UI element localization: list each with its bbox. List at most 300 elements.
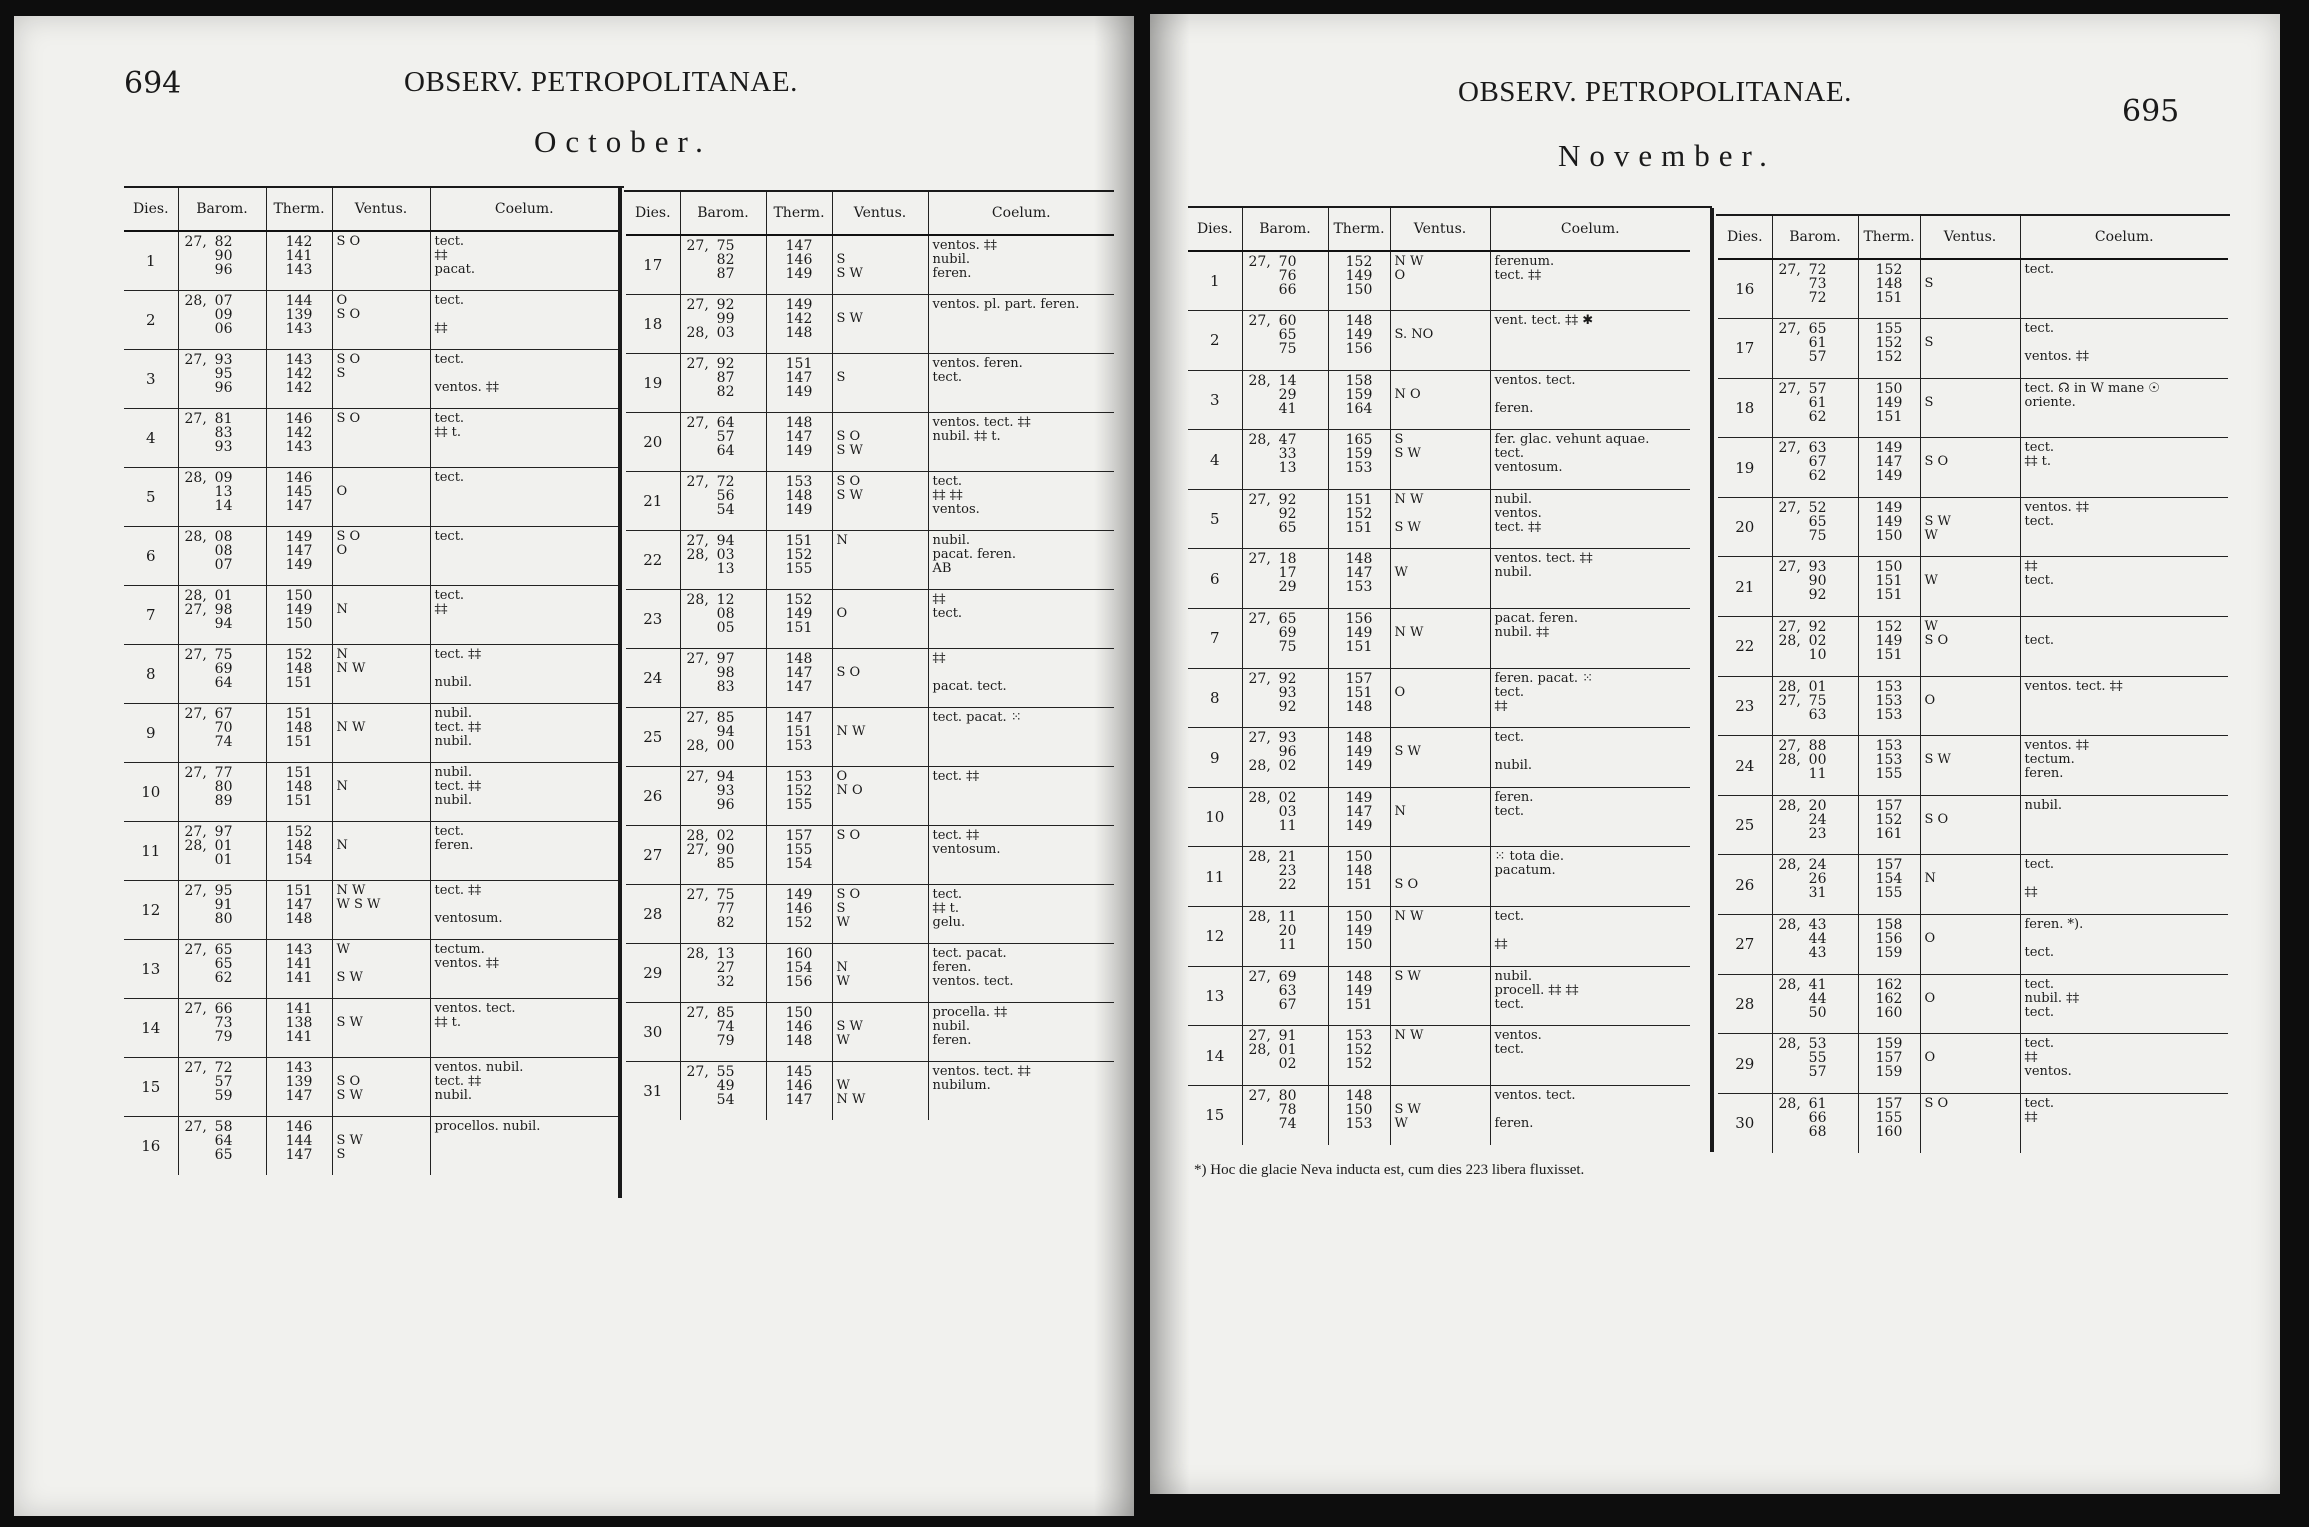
- wind-cell: [832, 1061, 928, 1120]
- wind-cell: [332, 821, 430, 880]
- thermometer-cell: [1328, 787, 1390, 847]
- barometer-lines: 56: [716, 487, 735, 504]
- barometer-reading: [185, 412, 264, 426]
- wind-reading: O: [336, 292, 348, 308]
- barometer-lines: 93: [1808, 559, 1827, 576]
- barometer-inches: 27,: [1778, 499, 1801, 516]
- barometer-lines: 70: [1278, 254, 1297, 270]
- day-cell: 2: [124, 290, 178, 349]
- sky-reading: ventos. feren.: [932, 355, 1023, 371]
- thermometer-reading: 155: [1875, 766, 1903, 783]
- barometer-reading: [1249, 461, 1326, 475]
- barometer-reading: [1779, 469, 1856, 483]
- table-row: [1188, 728, 1690, 788]
- barometer-inches: 28,: [1778, 1036, 1801, 1053]
- thermometer-reading: 149: [785, 605, 813, 622]
- thermometer-reading: 153: [785, 768, 813, 785]
- sky-reading: ventos. tect.: [1494, 372, 1576, 388]
- barometer-reading: [1249, 1089, 1326, 1103]
- thermometer-reading: 147: [785, 678, 813, 695]
- day-cell: 6: [1188, 549, 1242, 609]
- thermometer-reading: 141: [285, 955, 313, 972]
- barometer-lines: 32: [716, 973, 735, 990]
- barometer-cell: [1772, 676, 1858, 736]
- day-cell: 15: [124, 1057, 178, 1116]
- barometer-reading: [1249, 402, 1326, 416]
- barometer-reading: [1779, 992, 1856, 1006]
- thermometer-reading: 157: [1875, 857, 1903, 874]
- sky-reading: nubil.: [434, 705, 473, 721]
- sky-cell: [430, 349, 618, 408]
- sky-reading: tect.: [1494, 803, 1525, 819]
- barometer-lines: 75: [716, 238, 735, 254]
- thermometer-cell: [1858, 736, 1920, 796]
- table-body: [1188, 251, 1690, 1145]
- sky-reading: ‡‡ t.: [2024, 454, 2051, 470]
- wind-cell: [1920, 795, 2020, 855]
- barometer-lines: 85: [716, 855, 735, 872]
- sky-reading: [933, 857, 1113, 871]
- sky-reading: ‡‡ ‡‡: [932, 487, 963, 503]
- thermometer-reading: 149: [785, 296, 813, 313]
- table-row: [1188, 966, 1690, 1026]
- barometer-lines: 64: [214, 1132, 233, 1149]
- barometer-lines: 11: [1278, 817, 1297, 834]
- day-cell: 27: [1718, 915, 1772, 975]
- table-row: [626, 589, 1114, 648]
- barometer-reading: [1779, 858, 1856, 872]
- barometer-reading: [1779, 350, 1856, 364]
- barometer-cell: [178, 939, 266, 998]
- barometer-reading: [687, 652, 764, 666]
- barometer-lines: 93: [1278, 684, 1297, 701]
- thermometer-reading: 160: [1875, 1123, 1903, 1140]
- barometer-reading: [1779, 574, 1856, 588]
- wind-reading: [1395, 731, 1488, 745]
- wind-reading: [1395, 552, 1488, 566]
- barometer-reading: [1779, 767, 1856, 781]
- barometer-reading: [1249, 269, 1326, 283]
- sky-reading: [2025, 469, 2227, 483]
- wind-cell: [1390, 489, 1490, 549]
- wind-reading: [337, 707, 428, 721]
- thermometer-reading: 148: [785, 414, 813, 431]
- sky-cell: [2020, 855, 2228, 915]
- sky-reading: [1495, 924, 1689, 938]
- sky-reading: feren.: [932, 1032, 972, 1048]
- table-row: [626, 707, 1114, 766]
- barometer-inches: 27,: [1248, 254, 1271, 270]
- thermometer-cell: [266, 231, 332, 290]
- barometer-lines: 90: [214, 248, 233, 264]
- barometer-cell: [178, 408, 266, 467]
- thermometer-reading: 153: [1875, 692, 1903, 709]
- table-row: [1718, 557, 2228, 617]
- barometer-inches: 28,: [184, 292, 207, 309]
- barometer-lines: 57: [1808, 1064, 1827, 1081]
- wind-reading: [337, 1002, 428, 1016]
- wind-reading: [837, 385, 926, 399]
- barometer-reading: [1249, 255, 1326, 269]
- thermometer-cell: [1328, 1085, 1390, 1145]
- wind-cell: [332, 939, 430, 998]
- barometer-cell: [178, 526, 266, 585]
- barometer-reading: [687, 253, 764, 267]
- wind-reading: [1395, 461, 1488, 475]
- barometer-cell: [680, 943, 766, 1002]
- barometer-cell: [680, 648, 766, 707]
- sky-reading: ventosum.: [1494, 460, 1563, 476]
- wind-reading: N: [836, 959, 848, 975]
- sky-reading: ⁙ tota die.: [1494, 849, 1564, 865]
- wind-reading: W: [836, 1032, 850, 1048]
- barometer-lines: 03: [716, 324, 735, 341]
- wind-cell: [832, 530, 928, 589]
- wind-reading: S W: [1394, 1101, 1421, 1117]
- barometer-inches: 28,: [1778, 797, 1801, 814]
- wind-cell: [1390, 907, 1490, 967]
- sky-reading: tect. ‡‡: [932, 827, 980, 843]
- thermometer-cell: [266, 703, 332, 762]
- barometer-lines: 72: [1808, 290, 1827, 306]
- thermometer-reading: 147: [285, 497, 313, 514]
- thermometer-reading: 149: [285, 556, 313, 573]
- barometer-lines: 55: [1808, 1050, 1827, 1067]
- barometer-lines: 29: [1278, 386, 1297, 403]
- barometer-lines: 82: [716, 252, 735, 268]
- barometer-reading: [1779, 1006, 1856, 1020]
- wind-reading: [1395, 700, 1488, 714]
- barometer-reading: [1249, 910, 1326, 924]
- barometer-reading: [1779, 620, 1856, 634]
- barometer-cell: [1242, 907, 1328, 967]
- thermometer-reading: 149: [1345, 268, 1373, 284]
- sky-cell: [928, 648, 1114, 707]
- sky-cell: [1490, 966, 1690, 1026]
- barometer-lines: 00: [1808, 752, 1827, 769]
- wind-reading: [337, 499, 428, 513]
- thermometer-reading: 154: [1875, 871, 1903, 888]
- sky-reading: [435, 617, 617, 631]
- wind-reading: [1925, 708, 2018, 722]
- barometer-lines: 02: [1278, 1056, 1297, 1073]
- sky-reading: tect.: [2024, 1095, 2055, 1111]
- sky-reading: feren.: [1494, 400, 1534, 416]
- thermometer-reading: 138: [285, 1014, 313, 1031]
- wind-reading: [837, 326, 926, 340]
- thermometer-reading: 152: [785, 914, 813, 931]
- barometer-lines: 69: [1278, 968, 1297, 985]
- thermometer-reading: 151: [1345, 684, 1373, 701]
- coelum-header: Coelum.: [1560, 221, 1620, 237]
- barometer-reading: [1249, 328, 1326, 342]
- barometer-lines: 92: [1278, 491, 1297, 508]
- thermometer-cell: [1858, 438, 1920, 498]
- barometer-reading: [185, 1030, 264, 1044]
- table-row: [626, 412, 1114, 471]
- barometer-lines: 60: [1278, 313, 1297, 330]
- day-cell: 16: [1718, 259, 1772, 319]
- barometer-lines: 97: [214, 823, 233, 840]
- barometer-inches: 27,: [184, 351, 207, 368]
- thermometer-reading: 143: [285, 351, 313, 368]
- wind-reading: [337, 381, 428, 395]
- wind-reading: S O: [836, 827, 861, 843]
- wind-reading: S O: [336, 234, 361, 249]
- barometer-reading: [1249, 612, 1326, 626]
- wind-reading: [337, 1061, 428, 1075]
- sky-reading: vent. tect. ‡‡ ✱: [1494, 313, 1594, 329]
- wind-reading: W: [336, 941, 350, 957]
- wind-reading: S W: [336, 1014, 363, 1030]
- barometer-inches: 27,: [1248, 670, 1271, 687]
- sky-reading: tect.: [1494, 1042, 1525, 1058]
- sky-reading: ventos.: [1494, 1028, 1542, 1044]
- barometer-inches: 28,: [1778, 633, 1801, 650]
- sky-reading: [2025, 694, 2227, 708]
- day-cell: 14: [124, 998, 178, 1057]
- thermometer-reading: 158: [1345, 372, 1373, 389]
- wind-cell: [1390, 549, 1490, 609]
- barometer-reading: [1779, 813, 1856, 827]
- barometer-reading: [1249, 998, 1326, 1012]
- barometer-reading: [185, 1120, 264, 1134]
- barometer-reading: [1779, 753, 1856, 767]
- barometer-inches: 27,: [1248, 1028, 1271, 1045]
- thermometer-reading: 164: [1345, 400, 1373, 417]
- sky-cell: [1490, 370, 1690, 430]
- barometer-reading: [1249, 970, 1326, 984]
- barometer-lines: 67: [1278, 996, 1297, 1013]
- barometer-reading: [185, 294, 264, 308]
- thermometer-reading: 148: [785, 324, 813, 341]
- barometer-lines: 99: [716, 310, 735, 327]
- barometer-reading: [1249, 1043, 1326, 1057]
- barometer-lines: 93: [214, 351, 233, 368]
- barometer-inches: 28,: [1248, 789, 1271, 806]
- wind-reading: S: [336, 1146, 346, 1162]
- thermometer-reading: 141: [285, 1028, 313, 1045]
- thermometer-reading: 148: [285, 910, 313, 927]
- barometer-lines: 64: [716, 414, 735, 431]
- barometer-lines: 23: [1808, 825, 1827, 842]
- wind-cell: [332, 526, 430, 585]
- day-cell: 4: [124, 408, 178, 467]
- thermometer-reading: 155: [1875, 885, 1903, 902]
- barometer-inches: 28,: [686, 591, 709, 608]
- sky-reading: ventos. ‡‡: [434, 379, 499, 395]
- barometer-inches: 27,: [1778, 738, 1801, 755]
- wind-reading: O: [1394, 684, 1406, 700]
- barometer-reading: [185, 426, 264, 440]
- day-cell: 8: [1188, 668, 1242, 728]
- sky-reading: pacatum.: [1494, 863, 1556, 879]
- wind-cell: [1920, 438, 2020, 498]
- thermometer-cell: [1858, 557, 1920, 617]
- thermometer-reading: 157: [1875, 1095, 1903, 1112]
- barometer-lines: 98: [716, 664, 735, 681]
- barometer-lines: 01: [214, 587, 233, 604]
- thermometer-cell: [766, 766, 832, 825]
- wind-cell: [332, 703, 430, 762]
- wind-cell: [832, 943, 928, 1002]
- thermometer-reading: 151: [1875, 290, 1903, 306]
- wind-cell: [1390, 1085, 1490, 1145]
- sky-reading: tect.: [932, 886, 963, 902]
- thermometer-cell: [266, 644, 332, 703]
- day-cell: 9: [124, 703, 178, 762]
- thermometer-reading: 152: [1875, 619, 1903, 636]
- thermometer-reading: 149: [785, 886, 813, 903]
- barometer-cell: [680, 707, 766, 766]
- thermometer-reading: 150: [1345, 1101, 1373, 1118]
- barometer-lines: 92: [1278, 670, 1297, 687]
- barometer-lines: 82: [716, 383, 735, 400]
- thermometer-reading: 153: [1875, 678, 1903, 695]
- gutter-shadow: [1150, 14, 1190, 1494]
- barometer-cell: [1242, 847, 1328, 907]
- barometer-inches: 28,: [1248, 1042, 1271, 1059]
- sky-reading: [933, 326, 1113, 340]
- table-row: [626, 1002, 1114, 1061]
- barometer-inches: 27,: [686, 1004, 709, 1021]
- sky-reading: [2025, 648, 2227, 662]
- therm-header: Therm.: [1858, 216, 1920, 259]
- sky-reading: [2025, 277, 2227, 291]
- sky-reading: [1495, 1057, 1689, 1071]
- wind-reading: [1395, 580, 1488, 594]
- wind-cell: [1920, 557, 2020, 617]
- wind-cell: [1920, 974, 2020, 1034]
- barometer-reading: [687, 326, 764, 340]
- sky-cell: [1490, 728, 1690, 788]
- barometer-lines: 13: [716, 560, 735, 577]
- wind-reading: [837, 357, 926, 371]
- column-divider: [1710, 208, 1714, 1152]
- sky-reading: [1495, 1103, 1689, 1117]
- sky-reading: tect. ‡‡: [434, 719, 482, 735]
- barometer-reading: [687, 593, 764, 607]
- barometer-lines: 58: [214, 1118, 233, 1135]
- wind-reading: [1395, 924, 1488, 938]
- day-cell: 31: [626, 1061, 680, 1120]
- dies-header: Dies.: [626, 192, 680, 235]
- wind-reading: S W: [1924, 513, 1951, 529]
- wind-reading: N W: [1394, 491, 1424, 507]
- sky-reading: ventos. ‡‡: [2024, 349, 2089, 365]
- wind-reading: N W: [836, 1091, 866, 1107]
- thermometer-cell: [1858, 915, 1920, 975]
- barometer-lines: 93: [214, 438, 233, 455]
- sky-reading: [1495, 342, 1689, 356]
- thermometer-reading: 151: [285, 764, 313, 781]
- barometer-cell: [1772, 915, 1858, 975]
- thermometer-reading: 143: [285, 262, 313, 278]
- thermometer-reading: 149: [1875, 513, 1903, 530]
- barometer-lines: 02: [1278, 789, 1297, 806]
- sky-reading: procella. ‡‡: [932, 1004, 1008, 1020]
- barometer-reading: [1779, 872, 1856, 886]
- barometer-inches: 28,: [686, 827, 709, 844]
- barometer-reading: [687, 385, 764, 399]
- wind-reading: N: [336, 837, 348, 853]
- barometer-inches: 27,: [1248, 313, 1271, 330]
- wind-reading: W: [1394, 1115, 1408, 1131]
- barometer-reading: [185, 884, 264, 898]
- wind-reading: W: [1924, 527, 1938, 543]
- thermometer-reading: 150: [285, 587, 313, 604]
- barometer-reading: [1779, 694, 1856, 708]
- day-cell: 16: [124, 1116, 178, 1175]
- wind-reading: W: [1924, 573, 1938, 589]
- barometer-lines: 20: [1278, 923, 1297, 940]
- wind-reading: [337, 957, 428, 971]
- barometer-reading: [185, 1134, 264, 1148]
- barometer-lines: 14: [214, 497, 233, 514]
- barometer-inches: 27,: [1248, 968, 1271, 985]
- wind-reading: [337, 249, 428, 263]
- thermometer-cell: [1858, 378, 1920, 438]
- barometer-reading: [185, 235, 264, 249]
- wind-reading: [1925, 501, 2018, 515]
- barometer-reading: [1779, 1051, 1856, 1065]
- wind-reading: S O: [1924, 454, 1949, 470]
- day-cell: 18: [626, 294, 680, 353]
- barometer-reading: [185, 780, 264, 794]
- thermometer-cell: [766, 412, 832, 471]
- barometer-lines: 63: [1278, 982, 1297, 999]
- barometer-lines: 21: [1278, 849, 1297, 866]
- barometer-reading: [185, 530, 264, 544]
- wind-reading: [1395, 984, 1488, 998]
- wind-cell: [1920, 1034, 2020, 1094]
- thermometer-reading: 151: [1345, 491, 1373, 508]
- wind-cell: [1920, 259, 2020, 319]
- barometer-lines: 74: [716, 1018, 735, 1035]
- barometer-lines: 54: [716, 501, 735, 518]
- wind-reading: N: [336, 778, 348, 794]
- thermometer-reading: 149: [785, 442, 813, 459]
- sky-reading: ventosum.: [932, 841, 1001, 857]
- barometer-reading: [1249, 283, 1326, 297]
- sky-reading: [2025, 872, 2227, 886]
- barometer-reading: [1249, 1029, 1326, 1043]
- barometer-inches: 27,: [686, 414, 709, 431]
- barometer-cell: [1242, 251, 1328, 311]
- barometer-lines: 81: [214, 410, 233, 427]
- barometer-lines: 69: [1278, 625, 1297, 642]
- barometer-cell: [680, 530, 766, 589]
- weather-table: [1188, 208, 1690, 1145]
- table-row: [1188, 787, 1690, 847]
- day-cell: 21: [1718, 557, 1772, 617]
- barometer-cell: [1772, 1093, 1858, 1153]
- wind-cell: [1920, 319, 2020, 379]
- barometer-reading: [687, 267, 764, 281]
- weather-table: [124, 188, 618, 1175]
- sky-reading: tect.: [1494, 996, 1525, 1012]
- wind-reading: O: [336, 483, 348, 499]
- column-divider: [618, 188, 622, 1198]
- sky-reading: tect.: [1494, 684, 1525, 700]
- barometer-inches: 27,: [1778, 262, 1801, 278]
- wind-reading: [1925, 322, 2018, 336]
- wind-reading: [337, 263, 428, 277]
- wind-reading: [837, 416, 926, 430]
- day-cell: 29: [1718, 1034, 1772, 1094]
- thermometer-reading: 146: [785, 1018, 813, 1035]
- barometer-reading: [1779, 708, 1856, 722]
